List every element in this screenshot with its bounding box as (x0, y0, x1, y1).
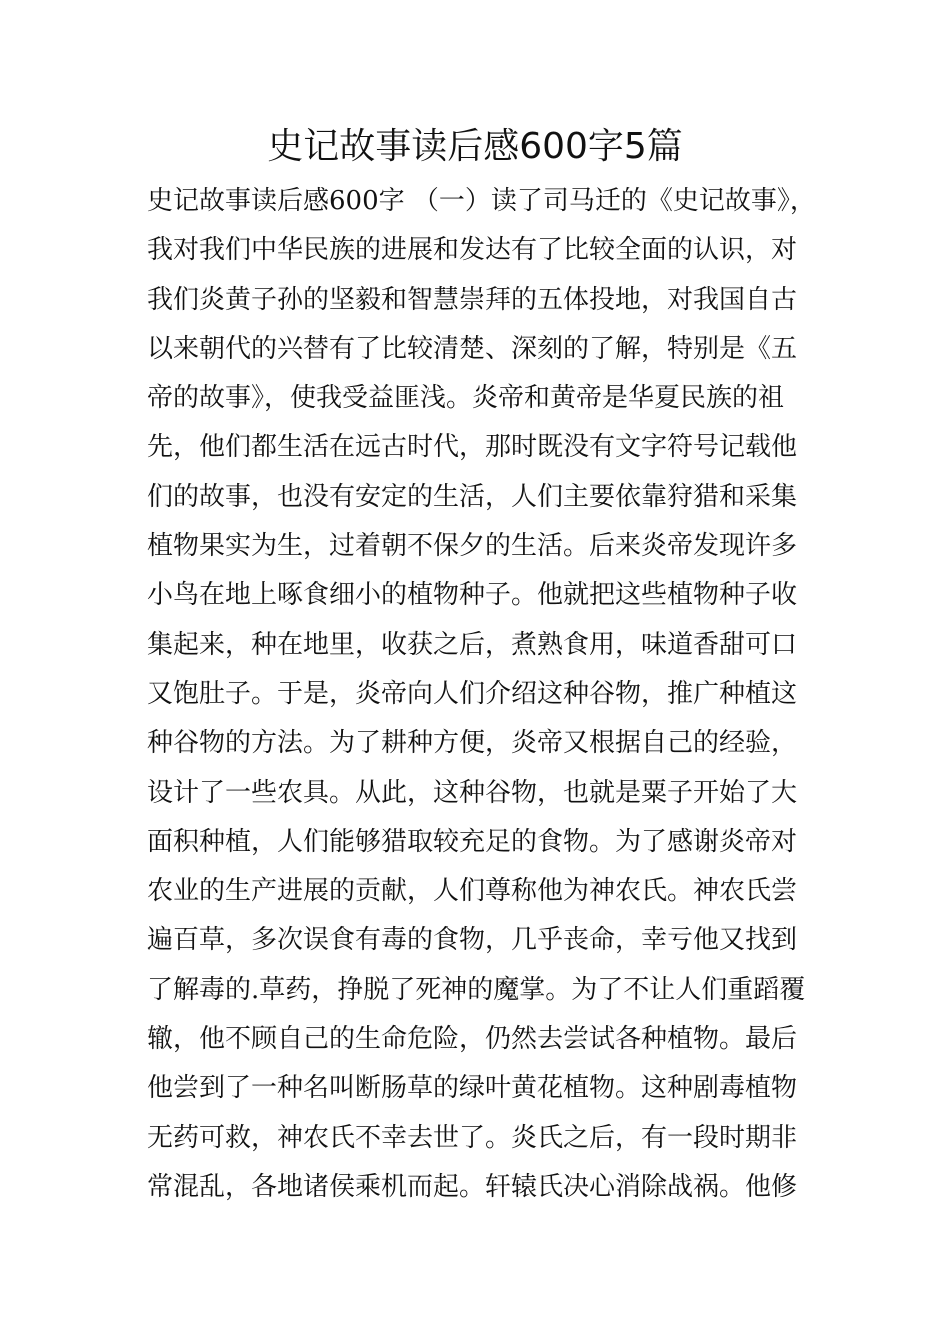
body-line: 史记故事读后感600字 （一）读了司马迁的《史记故事》， (147, 186, 816, 216)
body-line: 种谷物的方法。为了耕种方便，炎帝又根据自己的经验， (147, 728, 798, 759)
body-line: 以来朝代的兴替有了比较清楚、深刻的了解，特别是《五 (147, 333, 798, 364)
body-line: 了解毒的.草药，挣脱了死神的魔掌。为了不让人们重蹈覆 (147, 974, 806, 1005)
body-line: 集起来，种在地里，收获之后，煮熟食用，味道香甜可口 (147, 629, 798, 660)
body-line: 植物果实为生，过着朝不保夕的生活。后来炎帝发现许多 (147, 531, 798, 562)
body-line: 遍百草，多次误食有毒的食物，几乎丧命，幸亏他又找到 (147, 925, 798, 956)
body-line: 农业的生产进展的贡献，人们尊称他为神农氏。神农氏尝 (147, 876, 798, 907)
body-line: 们的故事，也没有安定的生活，人们主要依靠狩猎和采集 (147, 481, 798, 512)
body-line: 设计了一些农具。从此，这种谷物，也就是粟子开始了大 (147, 777, 798, 808)
body-line: 我对我们中华民族的进展和发达有了比较全面的认识，对 (147, 235, 798, 266)
document-title: 史记故事读后感600字5篇 (267, 126, 683, 167)
body-line: 他尝到了一种名叫断肠草的绿叶黄花植物。这种剧毒植物 (147, 1073, 798, 1104)
body-line: 小鸟在地上啄食细小的植物种子。他就把这些植物种子收 (147, 580, 798, 611)
body-line: 先，他们都生活在远古时代，那时既没有文字符号记载他 (147, 432, 798, 463)
body-line: 常混乱，各地诸侯乘机而起。轩辕氏决心消除战祸。他修 (147, 1171, 798, 1202)
body-line: 帝的故事》，使我受益匪浅。炎帝和黄帝是华夏民族的祖 (147, 383, 785, 414)
document-body (147, 177, 827, 1212)
body-line: 面积种植，人们能够猎取较充足的食物。为了感谢炎帝对 (147, 826, 798, 857)
body-line: 我们炎黄子孙的坚毅和智慧崇拜的五体投地，对我国自古 (147, 284, 798, 315)
body-line: 又饱肚子。于是，炎帝向人们介绍这种谷物，推广种植这 (147, 678, 798, 709)
body-line: 辙，他不顾自己的生命危险，仍然去尝试各种植物。最后 (147, 1024, 798, 1055)
body-line: 无药可救，神农氏不幸去世了。炎氏之后，有一段时期非 (147, 1122, 798, 1153)
